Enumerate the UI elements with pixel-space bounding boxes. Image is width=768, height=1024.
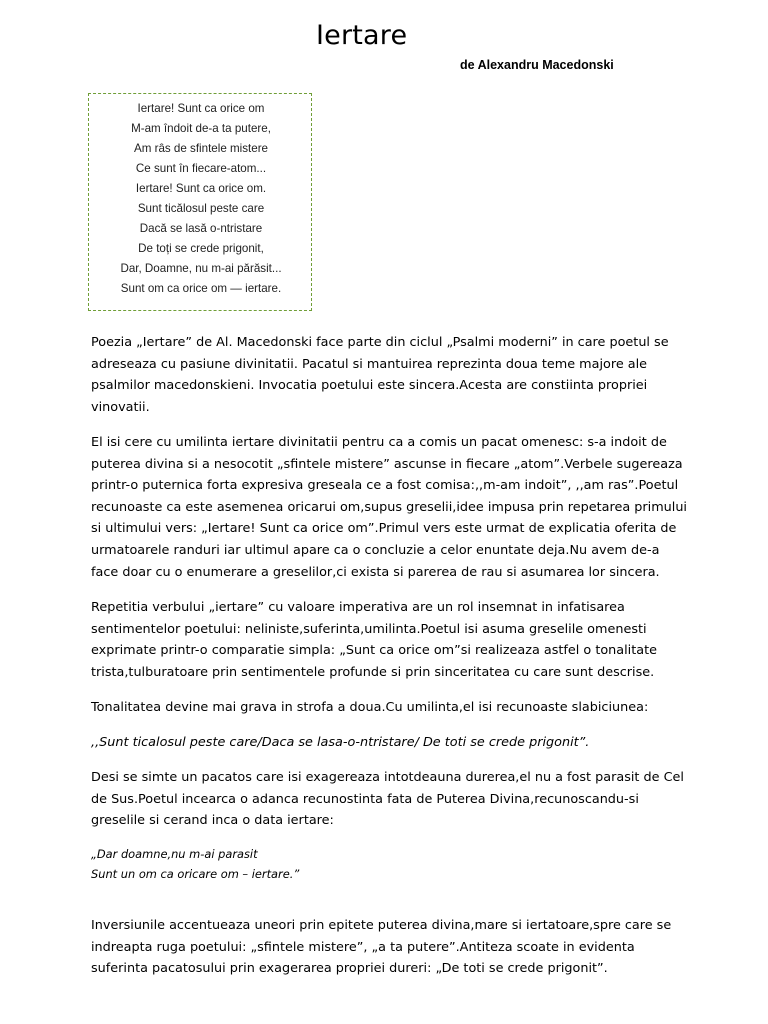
text-line: El isi cere cu umilinta iertare divinitatii pentru ca a comis un pacat omenesc: s-a indoit de: [91, 435, 667, 450]
poem-line: Am râs de sfintele mistere: [133, 142, 269, 155]
paragraph-3: [91, 597, 691, 683]
poem-line: Iertare! Sunt ca orice om: [137, 102, 265, 115]
text-line: urmatoarele randuri iar ultimul apare ca o concluzie a celor enuntate deja.Nu avem de-a: [91, 542, 660, 558]
quote-1: [91, 732, 691, 754]
text-line: printr-o puternica forta expresiva greseala ce a fost comisa:,,m-am indoit”, ,,am ras”.Poetul: [91, 478, 679, 494]
text-line: greselile si cerand inca o data iertare:: [91, 813, 334, 829]
poem-line: Sunt ticălosul peste care: [137, 202, 265, 215]
text-line: Repetitia verbului „iertare” cu valoare imperativa are un rol insemnat in infatisarea: [91, 600, 625, 615]
paragraph-6: [91, 915, 691, 980]
poem-line: Ce sunt în fiecare-atom...: [135, 162, 267, 175]
text-line: Sunt un om ca oricare om – iertare.”: [91, 867, 300, 881]
text-line: Poezia „Iertare” de Al. Macedonski face parte din ciclul „Psalmi moderni” in care poetul se: [91, 335, 669, 350]
text-line: Tonalitatea devine mai grava in strofa a doua.Cu umilinta,el isi recunoaste slabiciunea:: [91, 700, 649, 715]
text-line: de Sus.Poetul incearca o adanca recunostinta fata de Puterea Divina,recunoscandu-si: [91, 791, 639, 807]
text-line: ,,Sunt ticalosul peste care/Daca se lasa-o-ntristare/ De toti se crede prigonit”.: [91, 735, 590, 750]
quote-2: [91, 844, 299, 884]
poem-line: Sunt om ca orice om — iertare.: [120, 282, 282, 295]
paragraph-2: [91, 432, 691, 583]
text-line: si ultimului vers: „Iertare! Sunt ca orice om”.Primul vers este urmat de explicatia oferita de: [91, 521, 677, 537]
document-title: Iertare: [316, 20, 408, 51]
text-line: „Dar doamne,nu m-ai parasit: [91, 847, 258, 861]
poem-line: Iertare! Sunt ca orice om.: [135, 182, 267, 195]
text-line: psalmilor macedonskieni. Invocatia poetului este sincera.Acesta are constiinta propriei: [91, 378, 648, 394]
poem-line: Dar, Doamne, nu m-ai părăsit...: [120, 262, 282, 275]
text-line: trista,tulburatoare prin sentimentele profunde si prin sinceritatea cu care sunt descrise.: [91, 664, 655, 680]
poem-line: De toți se crede prigonit,: [138, 242, 264, 255]
author-line: de Alexandru Macedonski: [460, 58, 614, 72]
text-line: Inversiunile accentueaza uneori prin epitete puterea divina,mare si iertatoare,spre care se: [91, 918, 672, 933]
poem-line: Dacă se lasă o-ntristare: [139, 222, 263, 235]
paragraph-4: [91, 697, 691, 719]
text-line: face doar cu o enumerare a greselilor,ci exista si parerea de rau si asumarea lor sincera.: [91, 564, 660, 580]
text-line: recunoaste ca este asemenea oricarui om,supus greselii,idee impusa prin repetarea primului: [91, 499, 687, 515]
text-line: puterea divina si a nesocotit „sfintele mistere” ascunse in fiecare „atom”.Verbele sugereaza: [91, 456, 683, 472]
poem-line: M-am îndoit de-a ta putere,: [131, 122, 271, 135]
text-line: adreseaza cu pasiune divinitatii. Pacatul si mantuirea reprezinta doua teme majore ale: [91, 356, 648, 372]
text-line: exprimate printr-o comparatie simpla: „Sunt ca orice om”si realizeaza astfel o tonalitate: [91, 643, 657, 659]
text-line: sentimentelor poetului: neliniste,suferinta,umilinta.Poetul isi asuma greselile omenesti: [91, 621, 647, 637]
paragraph-5: [91, 767, 691, 832]
text-line: Desi se simte un pacatos care isi exagereaza intotdeauna durerea,el nu a fost parasit de Cel: [91, 770, 684, 785]
text-line: suferinta pacatosului prin exagerarea propriei dureri: „De toti se crede prigonit”.: [91, 961, 608, 977]
text-line: indreapta ruga poetului: „sfintele mistere”, „a ta putere”.Antiteza scoate in evidenta: [91, 939, 635, 955]
poem-box: [88, 93, 312, 311]
text-line: vinovatii.: [91, 399, 150, 415]
paragraph-1: [91, 332, 691, 418]
